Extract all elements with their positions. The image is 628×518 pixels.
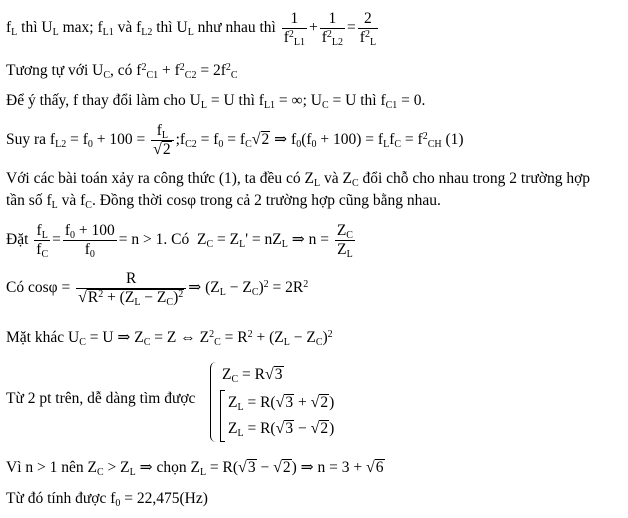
line-2: Tương tự với $U_C$, có $f^2_{C1} + f^2_{C2} = 2f^2_C$ [6,62,238,81]
formula-12: $f_0 = 22,475(Hz)$ [110,490,208,509]
line-1: $f_L$ thì $U_L$ max; $f_{L1}$ và $f_{L2}$ thì $U_L$ như nhau thì $\frac{1}{f^2_{L1}}$ + $\frac{1}{f^2_{L2}}$ = $\frac{2}{f^2_L}$ [6,10,380,47]
line-8: Có cosφ = $\frac{R}{√R^2 + (Z_L - Z_C)^2}$ ⇒ $(Z_L - Z_C)^2 = 2R^2$ [6,270,309,308]
line-10: Từ 2 pt trên, dễ dàng tìm được [6,390,196,407]
line-12: Từ đó tính được $f_0 = 22,475(Hz)$ [6,490,208,509]
system-bracket [220,390,225,442]
system-brace [210,362,217,442]
formula-9: $U_C = U$ ⇒ $Z_C = Z$ ⇔ $Z^2_C = R^2 + (Z_L - Z_C)^2$ [67,329,333,348]
line-9: Mặt khác $U_C = U$ ⇒ $Z_C = Z$ ⇔ $Z^2_C = R^2 + (Z_L - Z_C)^2$ [6,329,333,348]
line-4: Suy ra $f_{L2} = f_0 + 100$ = $\frac{f_L}{√2}$ $;f_{C2} = f_0 = f_C√2$ ⇒ $f_0(f_0 + 100) = f_Lf_C = f^2_{CH}$ (1) [6,122,464,158]
line-5: Với các bài toán xảy ra công thức (1), ta đều có $Z_L$ và $Z_C$ đổi chỗ cho nhau trong 2 trường hợp [6,170,591,189]
formula-11: $Z_L = R(√3 - √2)$ ⇒ n = 3 + √6 [190,459,384,478]
line-6: tần số $f_L$ và $f_C$. Đồng thời cosφ trong cả 2 trường hợp cũng bằng nhau. [6,192,441,211]
formula-4: $f_{L2} = f_0 + 100$ = $\frac{f_L}{√2}$ $;f_{C2} = f_0 = f_C√2$ ⇒ $f_0(f_0 + 100) = f_Lf_C = f^2_{CH}$ (1) [49,122,464,158]
formula-2: $f^2_{C1} + f^2_{C2} = 2f^2_C$ [136,62,238,81]
formula-7: $\frac{f_L}{f_C}$ = $\frac{f_0 + 100}{f_0}$ = n > 1. Có $Z_C = Z_L' = nZ_L$ ⇒ n = $\frac{Z_C}{Z_L}$ [36,222,353,260]
formula-1: $\frac{1}{f^2_{L1}}$ + $\frac{1}{f^2_{L2}}$ = $\frac{2}{f^2_L}$ [283,10,377,48]
system-of-equations: $Z_C = R√3$ $Z_L = R(√3 + √2)$ $Z_L = R(√3 - √2)$ [210,362,370,444]
formula-8: $\frac{R}{√R^2 + (Z_L - Z_C)^2}$ ⇒ $(Z_L - Z_C)^2 = 2R^2$ [78,270,309,308]
line-3: Để ý thấy, f thay đổi làm cho $U_L = U$ thì $f_{L1}$ = ∞; $U_C = U$ thì $f_{C1} = 0$. [6,92,426,111]
line-11: Vì n > 1 nên $Z_C > Z_L$ ⇒ chọn $Z_L = R(√3 - √2)$ ⇒ n = 3 + √6 [6,459,384,478]
line-7: Đặt $\frac{f_L}{f_C}$ = $\frac{f_0 + 100}{f_0}$ = n > 1. Có $Z_C = Z_L' = nZ_L$ ⇒ n = $\frac{Z_C}{Z_L}$ [6,222,357,259]
